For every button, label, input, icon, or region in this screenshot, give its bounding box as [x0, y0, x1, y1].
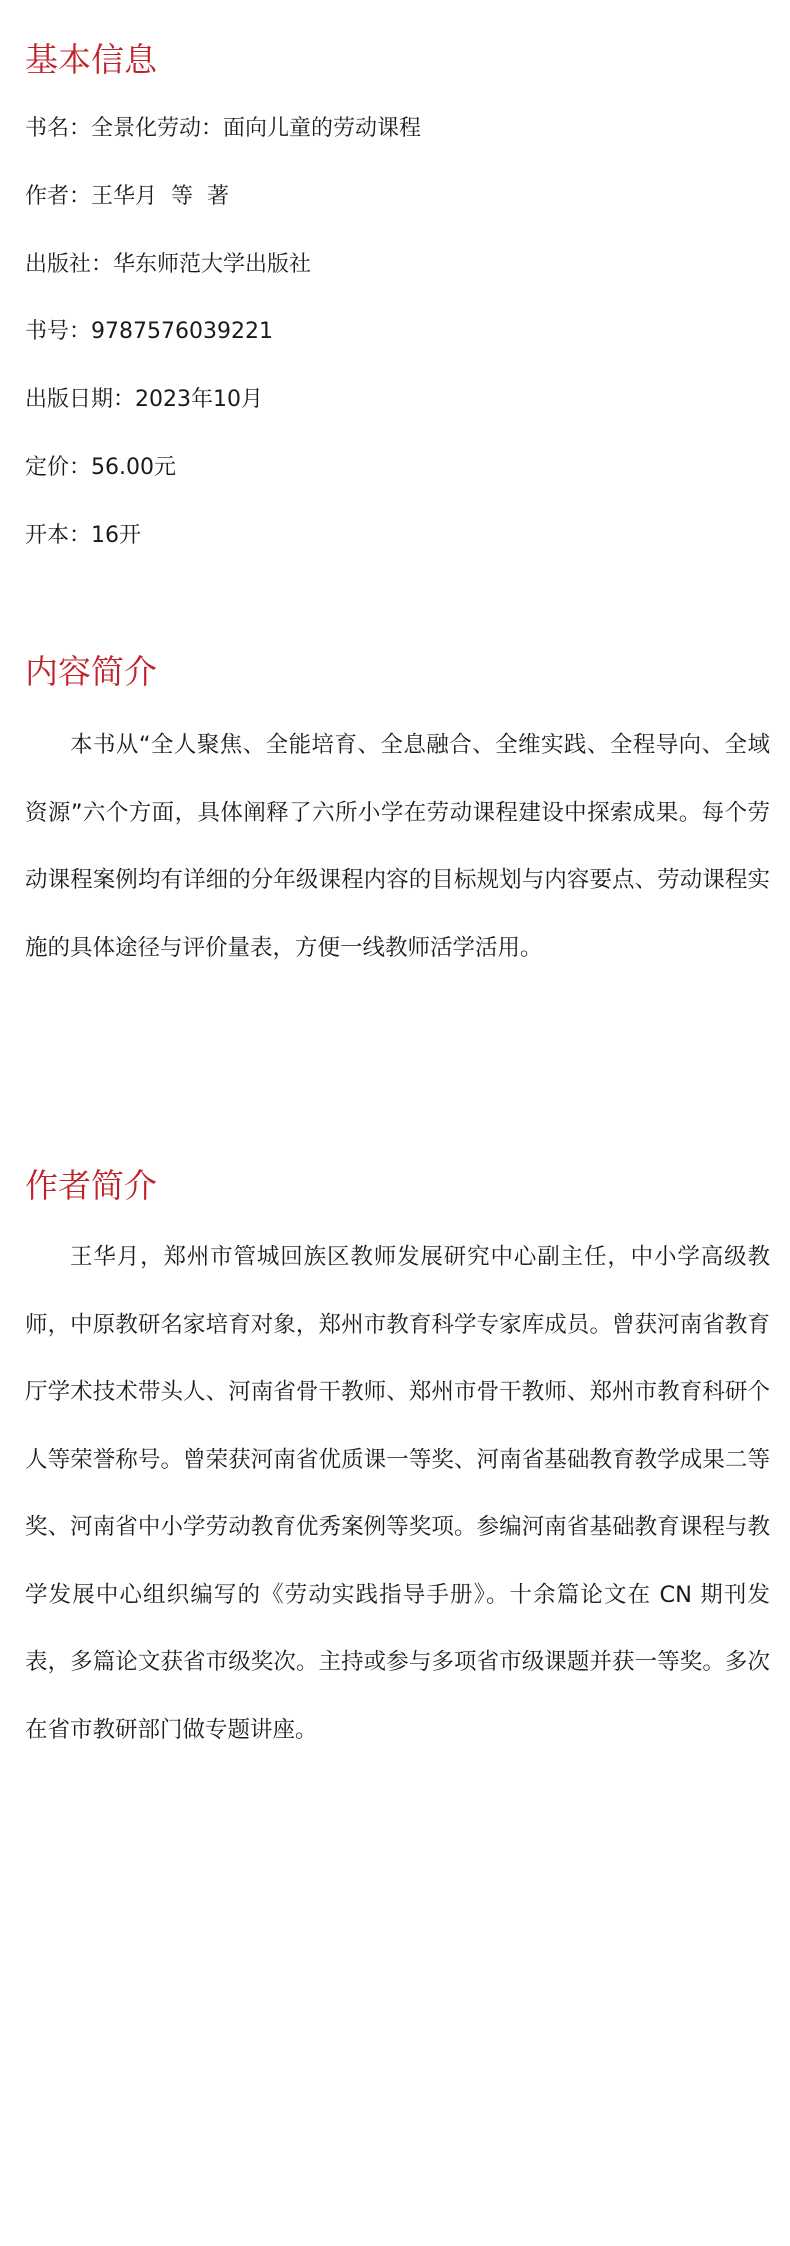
author-intro-paragraph: 王华月，郑州市管城回族区教师发展研究中心副主任，中小学高级教师，中原教研名家培育对象，郑州市教育科学专家库成员。曾获河南省教育厅学术技术带头人、河南省骨干教师、郑州市骨干教师、郑州市教育科研个人等荣誉称号。曾荣获河南省优质课一等奖、河南省基础教育教学成果二等奖、河南省中小学劳动教育优秀案例等奖项。参编河南省基础教育课程与教学发展中心组织编写的《劳动实践指导手册》。十余篇论文在 CN 期刊发表，多篇论文获省市级奖次。主持或参与多项省市级课题并获一等奖。多次在省市教研部门做专题讲座。: [25, 1244, 770, 1743]
info-label: 出版日期：: [25, 387, 136, 412]
info-label: 书号：: [25, 319, 92, 344]
info-row-author: [25, 181, 229, 213]
info-value: 9787576039221: [91, 319, 273, 344]
info-value: 56.00元: [91, 455, 176, 480]
basic-info-heading: 基本信息: [25, 40, 157, 79]
info-value: 王华月 等 著: [91, 184, 229, 209]
info-label: 定价：: [25, 455, 92, 480]
info-label: 开本：: [25, 523, 92, 548]
info-row-format: [25, 520, 141, 552]
info-value: 全景化劳动：面向儿童的劳动课程: [91, 116, 422, 141]
info-label: 作者：: [25, 184, 92, 209]
content-intro-heading: 内容简介: [25, 652, 157, 691]
info-row-publisher: [25, 249, 311, 281]
info-value: 2023年10月: [135, 387, 263, 412]
info-value: 16开: [91, 523, 142, 548]
info-value: 华东师范大学出版社: [113, 252, 312, 277]
info-row-publish-date: [25, 384, 263, 416]
info-row-isbn: [25, 316, 273, 348]
content-intro-paragraph: 本书从“全人聚焦、全能培育、全息融合、全维实践、全程导向、全域资源”六个方面，具体阐释了六所小学在劳动课程建设中探索成果。每个劳动课程案例均有详细的分年级课程内容的目标规划与内容要点、劳动课程实施的具体途径与评价量表，方便一线教师活学活用。: [25, 732, 770, 961]
author-intro-heading: 作者简介: [25, 1166, 157, 1205]
info-label: 出版社：: [25, 252, 114, 277]
info-label: 书名：: [25, 116, 92, 141]
info-row-title: [25, 113, 421, 145]
info-row-price: [25, 452, 176, 484]
